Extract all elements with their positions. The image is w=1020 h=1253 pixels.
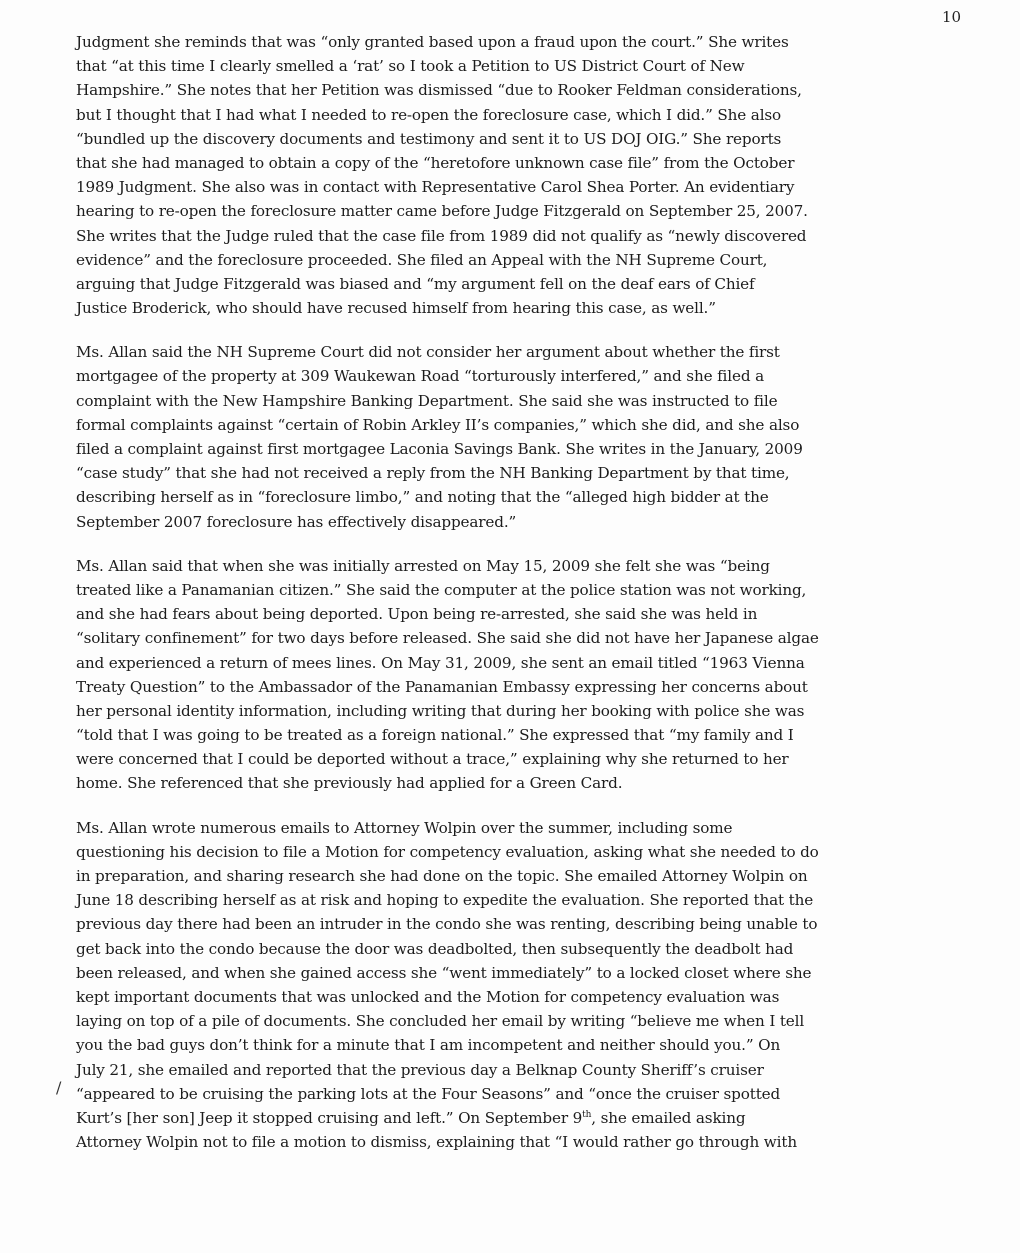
- text-line: and experienced a return of mees lines. On May 31, 2009, she sent an email titled “1963 Vienna: [76, 653, 805, 672]
- text-line: “appeared to be cruising the parking lots at the Four Seasons” and “once the cruiser spotted: [76, 1084, 781, 1103]
- body-text: [76, 30, 952, 1174]
- paragraph-4: [76, 816, 952, 1155]
- text-line: her personal identity information, including writing that during her booking with police she was: [76, 701, 805, 720]
- text-line: September 2007 foreclosure has effectively disappeared.”: [76, 512, 517, 531]
- text-line: laying on top of a pile of documents. She concluded her email by writing “believe me when I tell: [76, 1012, 805, 1031]
- line-text-after: , she emailed asking: [591, 1108, 746, 1127]
- text-line: evidence” and the foreclosure proceeded. She filed an Appeal with the NH Supreme Court,: [76, 250, 768, 269]
- text-line: were concerned that I could be deported without a trace,” explaining why she returned to her: [76, 750, 789, 769]
- paragraph-1: [76, 30, 952, 320]
- text-line: but I thought that I had what I needed to re-open the foreclosure case, which I did.” She also: [76, 105, 782, 124]
- text-line: June 18 describing herself as at risk and hoping to expedite the evaluation. She reported that the: [76, 891, 814, 910]
- paragraph-3: [76, 554, 952, 796]
- text-line: mortgagee of the property at 309 Waukewan Road “torturously interfered,” and she filed a: [76, 367, 764, 386]
- text-line: complaint with the New Hampshire Banking Department. She said she was instructed to file: [76, 391, 778, 410]
- text-line: Ms. Allan wrote numerous emails to Attorney Wolpin over the summer, including some: [76, 818, 733, 837]
- text-line: describing herself as in “foreclosure limbo,” and noting that the “alleged high bidder at the: [76, 488, 769, 507]
- text-line: previous day there had been an intruder in the condo she was renting, describing being unable to: [76, 915, 818, 934]
- text-line: that “at this time I clearly smelled a ‘rat’ so I took a Petition to US District Court of New: [76, 57, 745, 76]
- text-line: “told that I was going to be treated as a foreign national.” She expressed that “my family and I: [76, 726, 794, 745]
- text-line: been released, and when she gained access she “went immediately” to a locked closet where she: [76, 963, 812, 982]
- text-line: Attorney Wolpin not to file a motion to dismiss, explaining that “I would rather go through with: [76, 1133, 797, 1152]
- ordinal-superscript: th: [582, 1109, 592, 1120]
- text-line: home. She referenced that she previously had applied for a Green Card.: [76, 774, 623, 793]
- text-line: in preparation, and sharing research she had done on the topic. She emailed Attorney Wolpin on: [76, 867, 808, 885]
- text-line: arguing that Judge Fitzgerald was biased and “my argument fell on the deaf ears of Chief: [76, 274, 755, 293]
- text-line: filed a complaint against first mortgagee Laconia Savings Bank. She writes in the January, 2009: [76, 440, 803, 458]
- text-line: Justice Broderick, who should have recused himself from hearing this case, as well.”: [76, 299, 716, 318]
- text-line: hearing to re-open the foreclosure matter came before Judge Fitzgerald on September 25, 2007.: [76, 202, 808, 221]
- text-line: Treaty Question” to the Ambassador of the Panamanian Embassy expressing her concerns about: [76, 677, 808, 696]
- text-line: you the bad guys don’t think for a minute that I am incompetent and neither should you.” On: [76, 1036, 781, 1055]
- margin-mark: /: [56, 1078, 62, 1097]
- text-line-with-superscript: [76, 1106, 952, 1130]
- text-line: She writes that the Judge ruled that the case file from 1989 did not qualify as “newly discovered: [76, 226, 807, 245]
- text-line: and she had fears about being deported. Upon being re-arrested, she said she was held in: [76, 605, 758, 624]
- text-line: get back into the condo because the door was deadbolted, then subsequently the deadbolt had: [76, 939, 794, 958]
- text-line: Ms. Allan said that when she was initially arrested on May 15, 2009 she felt she was “being: [76, 556, 770, 575]
- text-line: July 21, she emailed and reported that the previous day a Belknap County Sheriff’s cruiser: [76, 1060, 764, 1079]
- page-number: 10: [942, 8, 962, 26]
- text-line: “solitary confinement” for two days before released. She said she did not have her Japanese algae: [76, 629, 819, 648]
- paragraph-2: [76, 340, 952, 534]
- text-line: Ms. Allan said the NH Supreme Court did not consider her argument about whether the first: [76, 343, 780, 362]
- text-line: kept important documents that was unlocked and the Motion for competency evaluation was: [76, 987, 780, 1006]
- text-line: formal complaints against “certain of Robin Arkley II’s companies,” which she did, and she also: [76, 415, 800, 434]
- line-text-before: Kurt’s [her son] Jeep it stopped cruising and left.” On September 9: [76, 1108, 583, 1127]
- text-line: “bundled up the discovery documents and testimony and sent it to US DOJ OIG.” She reports: [76, 129, 782, 148]
- text-line: questioning his decision to file a Motion for competency evaluation, asking what she needed to do: [76, 842, 819, 861]
- text-line: “case study” that she had not received a reply from the NH Banking Department by that time,: [76, 464, 790, 483]
- text-line: treated like a Panamanian citizen.” She said the computer at the police station was not working,: [76, 580, 807, 599]
- text-line: that she had managed to obtain a copy of the “heretofore unknown case file” from the October: [76, 153, 795, 172]
- text-line: 1989 Judgment. She also was in contact with Representative Carol Shea Porter. An evidentiary: [76, 178, 795, 197]
- text-line: Judgment she reminds that was “only granted based upon a fraud upon the court.” She writes: [76, 33, 789, 51]
- text-line: Hampshire.” She notes that her Petition was dismissed “due to Rooker Feldman considerations,: [76, 81, 802, 100]
